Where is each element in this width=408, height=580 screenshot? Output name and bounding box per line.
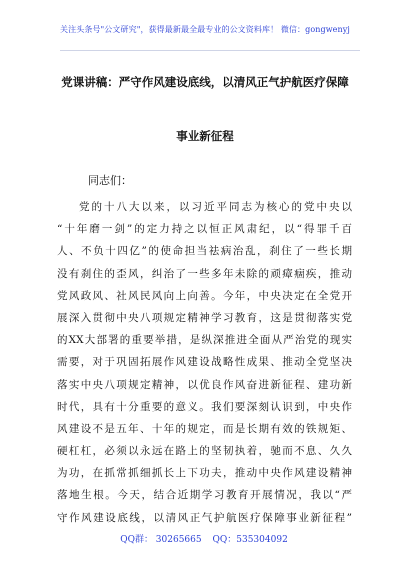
body-line: 守作风建设底线，以清风正气护航医疗保障事业新征程”: [57, 511, 352, 524]
body-line: 没有刹住的歪风，纠治了一些多年未除的顽瘴痼疾，推动: [57, 267, 352, 280]
body-line: 需要，对于巩固拓展作风建设战略性成果、推动全党坚决: [57, 356, 352, 369]
body-line: 落地生根。今天，结合近期学习教育开展情况，我以“严: [57, 489, 352, 502]
page-header: [0, 0, 408, 60]
body-line: 为功，在抓常抓细抓长上下功夫，推动中央作风建设精神: [57, 467, 352, 480]
document-title-line-2: 事业新征程: [176, 129, 234, 143]
body-line: 党的十八大以来，以习近平同志为核心的党中央以: [79, 201, 352, 213]
body-line: 的XX大部署的重要举措，是纵深推进全面从严治党的现实: [57, 334, 352, 347]
body-paragraph: [57, 196, 352, 529]
body-line: 风建设不是五年、十年的规定，而是长期有效的铁规矩、: [57, 422, 352, 435]
body-line: 党风政风、社风民风向上向善。今年，中央决定在全党开: [57, 289, 352, 302]
body-line: 落实中央八项规定精神，以优良作风奋进新征程、建功新: [57, 378, 352, 391]
footer-qq: QQ：535304092: [212, 535, 288, 545]
body-line: 人、不负十四亿”的使命担当祛病治乱，刹住了一些长期: [57, 245, 352, 258]
footer-qq-group: QQ群： 30265665: [120, 535, 202, 545]
header-promo-text: 关注头条号"公文研究"，获得最新最全最专业的公文资料库！ 微信：gongwenyj: [60, 25, 350, 34]
body-line: 展深入贯彻中央八项规定精神学习教育，这是贯彻落实党: [57, 311, 352, 324]
header-divider: [60, 50, 360, 51]
document-title-line-1: 党课讲稿：严守作风建设底线，以清风正气护航医疗保障: [61, 75, 349, 89]
page-footer: [0, 532, 408, 545]
body-line: 时代，具有十分重要的意义。我们要深刻认识到，中央作: [57, 400, 352, 413]
greeting: 同志们：: [88, 174, 132, 187]
body-line: 硬杠杠，必须以永远在路上的坚韧执着，驰而不息、久久: [57, 445, 352, 458]
body-line: “十年磨一剑”的定力持之以恒正风肃纪，以“得罪千百: [57, 223, 352, 236]
